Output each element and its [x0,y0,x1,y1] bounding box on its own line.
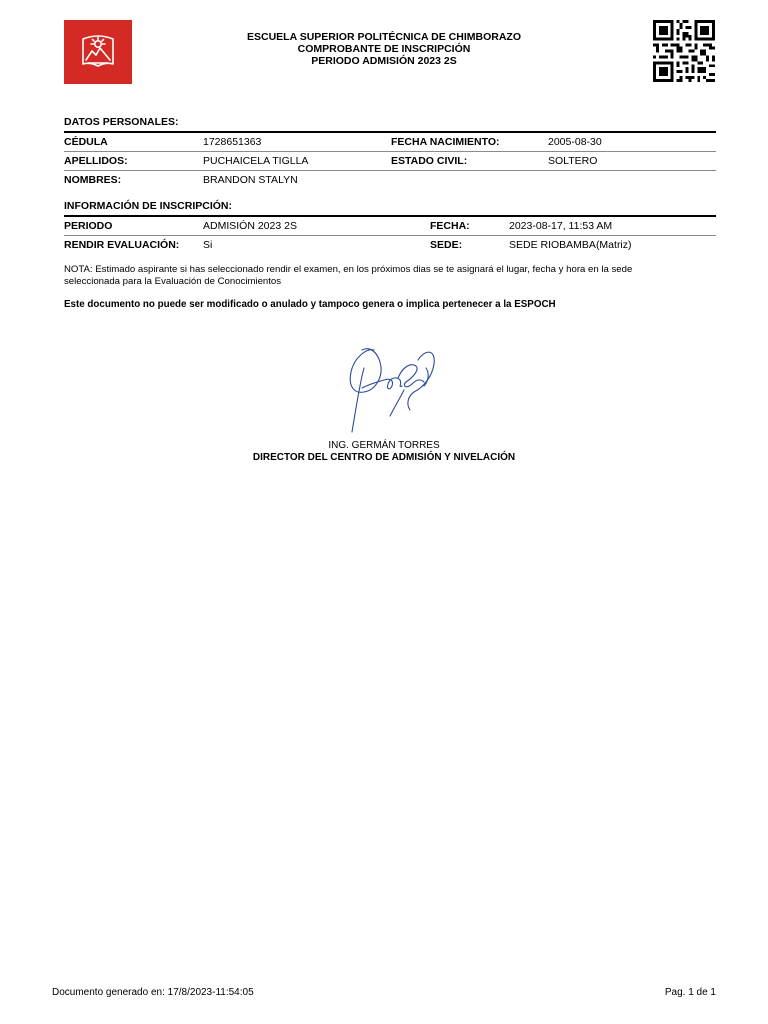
exam-value: Si [203,239,213,251]
enrollment-note [64,264,724,288]
names-value: BRANDON STALYN [203,174,298,186]
signer-block [0,440,768,464]
institution-name: ESCUELA SUPERIOR POLITÉCNICA DE CHIMBORAZO [247,31,521,43]
table-row [64,152,716,171]
table-row [64,236,716,254]
personal-data-title: DATOS PERSONALES: [64,116,179,128]
signer-role: DIRECTOR DEL CENTRO DE ADMISIÓN Y NIVELACIÓN [252,452,516,463]
document-title: COMPROBANTE DE INSCRIPCIÓN [297,43,471,55]
civil-status-value: SOLTERO [548,155,598,167]
enrollment-info-title: INFORMACIÓN DE INSCRIPCIÓN: [64,200,232,212]
cedula-value: 1728651363 [203,136,262,148]
names-label: NOMBRES: [64,174,122,186]
document-header [200,31,568,67]
handwritten-signature [340,338,444,438]
admission-period-title: PERIODO ADMISIÓN 2023 2S [311,55,457,67]
surnames-label: APELLIDOS: [64,155,128,167]
civil-status-label: ESTADO CIVIL: [391,155,468,167]
table-row [64,133,716,152]
period-value: ADMISIÓN 2023 2S [203,220,297,232]
birth-date-label: FECHA NACIMIENTO: [391,136,500,148]
page-number: Pag. 1 de 1 [664,987,716,998]
signer-name: ING. GERMÁN TORRES [328,440,440,451]
qr-code-icon [652,20,716,82]
espoch-logo-icon [64,20,132,84]
exam-label: RENDIR EVALUACIÓN: [64,239,180,251]
enrollment-info-table [64,215,716,254]
personal-data-table [64,131,716,189]
cedula-label: CÉDULA [64,136,108,148]
birth-date-value: 2005-08-30 [548,136,602,148]
period-label: PERIODO [64,220,113,232]
surnames-value: PUCHAICELA TIGLLA [203,155,309,167]
date-label: FECHA: [430,220,470,232]
campus-value: SEDE RIOBAMBA(Matriz) [509,239,632,251]
generated-timestamp: Documento generado en: 17/8/2023-11:54:05 [52,987,254,998]
note-line: seleccionada para la Evaluación de Conocimientos [64,276,282,287]
date-value: 2023-08-17, 11:53 AM [509,220,613,232]
table-row [64,171,716,189]
table-row [64,217,716,236]
note-line: NOTA: Estimado aspirante si has seleccionado rendir el examen, en los próximos dias se te asignará el lugar, fecha y hora en la sede [64,264,633,275]
disclaimer: Este documento no puede ser modificado o anulado y tampoco genera o implica pertenecer a la ESPOCH [64,299,556,310]
campus-label: SEDE: [430,239,463,251]
